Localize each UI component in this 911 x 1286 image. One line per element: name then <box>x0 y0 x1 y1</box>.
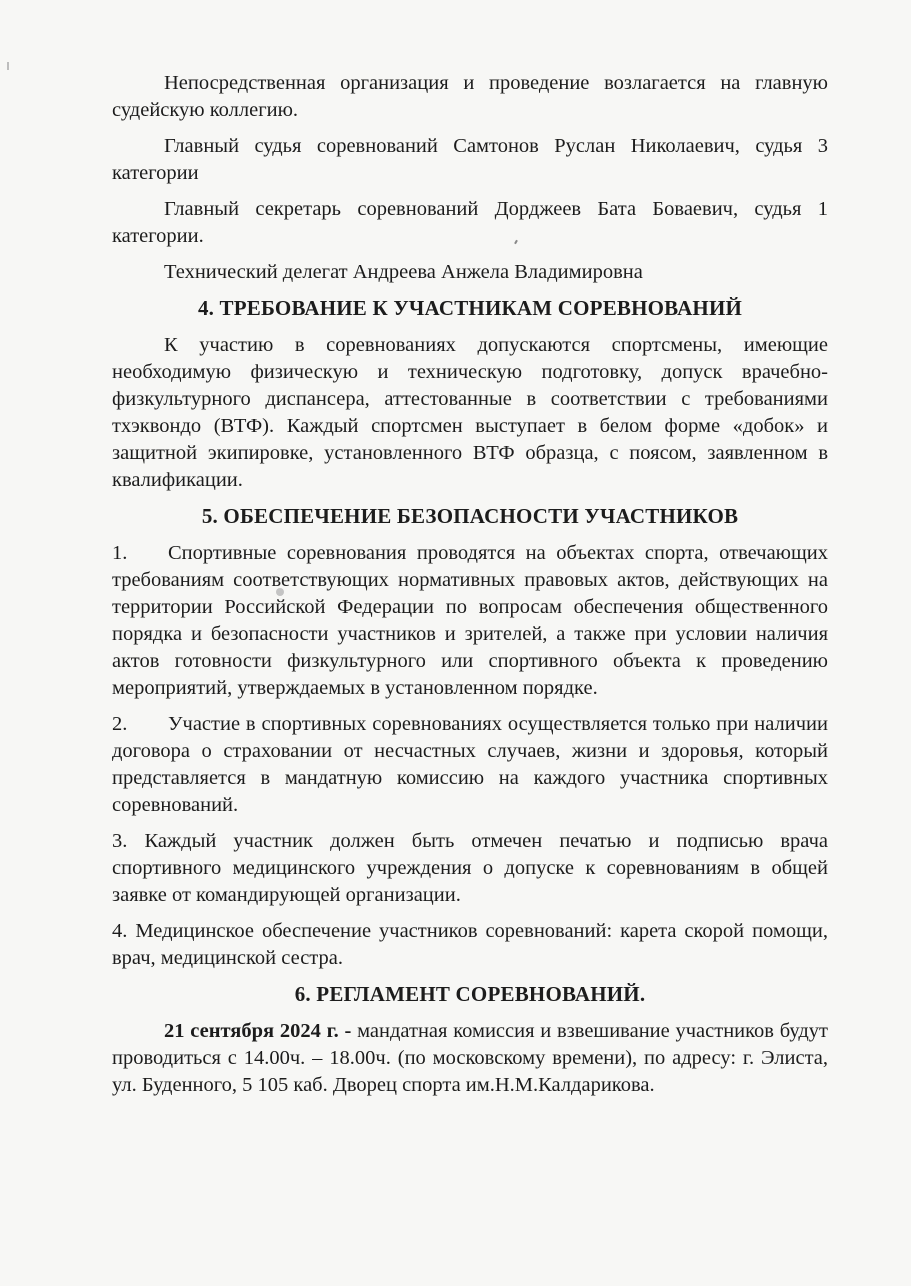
section-5-item-1 <box>112 540 828 702</box>
paragraph-chief-secretary: Главный секретарь соревнований Дорджеев Бата Боваевич, судья 1 категории. <box>112 198 828 247</box>
document-page <box>112 70 828 1108</box>
paragraph-technical-delegate: Технический делегат Андреева Анжела Владимировна <box>164 261 643 283</box>
section-5-item-3 <box>112 828 828 909</box>
section-4-heading: 4. ТРЕБОВАНИЕ К УЧАСТНИКАМ СОРЕВНОВАНИЙ <box>197 296 743 320</box>
scan-mark <box>7 62 9 70</box>
item-text: Медицинское обеспечение участников соревнований: карета скорой помощи, врач, медицинской сестра. <box>112 920 829 969</box>
paragraph-organization: Непосредственная организация и проведение возлагается на главную судейскую коллегию. <box>112 72 828 121</box>
section-5-item-4 <box>112 918 828 972</box>
section-6-heading: 6. РЕГЛАМЕНТ СОРЕВНОВАНИЙ. <box>294 982 646 1006</box>
item-text: Каждый участник должен быть отмечен печатью и подписью врача спортивного медицинского учреждения о допуске к соревнованиям в общей заявке от командирующей организации. <box>112 830 828 906</box>
item-number: 1. <box>112 542 128 564</box>
item-number: 4. <box>112 920 128 942</box>
event-date: 21 сентября 2024 г. - <box>164 1020 352 1042</box>
event-description: мандатная комиссия и взвешивание участников будут проводиться с 14.00ч. – 18.00ч. (по московскому времени), по адресу: г. Элиста, ул. Буденного, 5 105 каб. Дворец спорта им.Н.М.Калдарикова. <box>112 1020 828 1096</box>
item-number: 3. <box>112 830 128 852</box>
item-text: Спортивные соревнования проводятся на объектах спорта, отвечающих требованиям соответствующих нормативных правовых актов, действующих на территории Российской Федерации по вопросам обеспечения общественного порядка и безопасности участников и зрителей, а также при условии наличия актов готовности физкультурного или спортивного объекта к проведению мероприятий, утверждаемых в установленном порядке. <box>112 542 828 699</box>
paragraph-chief-judge: Главный судья соревнований Самтонов Руслан Николаевич, судья 3 категории <box>112 135 828 184</box>
section-5-heading: 5. ОБЕСПЕЧЕНИЕ БЕЗОПАСНОСТИ УЧАСТНИКОВ <box>201 504 739 528</box>
item-text: Участие в спортивных соревнованиях осуществляется только при наличии договора о страховании от несчастных случаев, жизни и здоровья, который представляется в мандатную комиссию на каждого участника спортивных соревнований. <box>112 713 828 816</box>
item-number: 2. <box>112 713 128 735</box>
section-6-text <box>112 1018 828 1099</box>
section-5-item-2 <box>112 711 828 819</box>
section-4-text: К участию в соревнованиях допускаются спортсмены, имеющие необходимую физическую и техническую подготовку, допуск врачебно-физкультурного диспансера, аттестованные в соответствии с требованиями тхэквондо (ВТФ). Каждый спортсмен выступает в белом форме «добок» и защитной экипировке, установленного ВТФ образца, с поясом, заявленном в квалификации. <box>112 334 828 491</box>
